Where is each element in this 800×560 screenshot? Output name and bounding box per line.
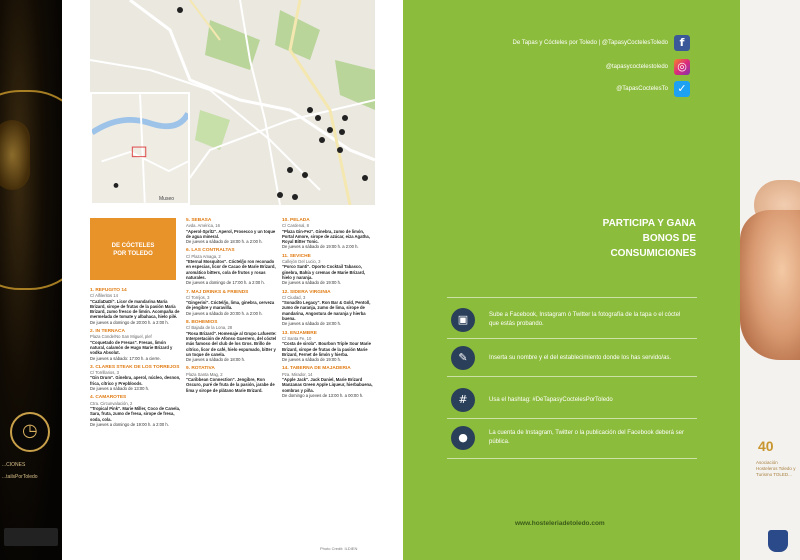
participa-line3: CONSUMICIONES [610,248,696,259]
venue-hours: De jueves a sábado de 18:00 h. [282,321,342,327]
listing-panel [62,0,375,560]
venue-hours: De jueves a sábado de 18:00 h. [186,357,246,363]
instagram-row[interactable] [606,58,690,76]
venue-hours: De jueves a sábado de 13:00 h. [90,386,150,392]
hand-photo [740,210,800,360]
cover-panel [0,0,62,560]
cover-text-2: ...tailsPorToledo [2,474,38,480]
venue-desc: "Gingerini". Cóctel/jo, lima, ginebra, cerveza de jengibre y maravilla. [186,300,275,311]
venue-desc: "Coquetado de Fresas". Fresas, limón natural, calamón de Hugo Marie Brizard y vodka Absolut. [90,339,173,356]
participa-line1: PARTICIPA Y GANA [602,218,696,229]
listing-column-2 [186,218,278,397]
contest-panel [403,0,740,560]
divider [447,418,697,419]
venue-hours: De jueves a domingo de 19:00 h. a 2:00 h. [90,421,169,427]
divider [447,458,697,459]
cocktail-route-label [90,218,176,280]
venue-head: 6. LAS CONTRALTAS [186,248,235,254]
venue-head: 11. SEVICHE [282,253,311,259]
cover-text-1: ...CIONES [2,462,26,468]
venue-hours: De jueves a sábado de 20:00 h. a 2:00 h. [186,310,263,316]
venue-head: 12. SIDERA VIRGINIA [282,289,331,295]
venue-desc: "Tropical Pink". Marie Miller, Coco de Canela, Sara, fruta, zumo de fresa, sirope de fresa, soda, cola. [90,405,181,422]
fold-gap [375,0,403,560]
divider [447,338,697,339]
venue-head: 13. ENJAMBRE [282,330,317,336]
venue-head: 5. SEBASA [186,218,212,223]
venue-addr: Avda. América, 16 [186,223,220,229]
venue-item [282,218,374,250]
venue-addr: C/ Cardenal, 8 [282,223,309,229]
venue-hours: De jueves a sábado: 17:00 h. a cierre. [90,355,161,361]
photo-icon: ▣ [451,308,475,332]
light-glow [0,120,30,190]
venue-desc: "Rosa Brizard". Homenaje al Grupo Lafuente: Interpretación de Afonso Guerrero, del cóctel más famoso del club de los Gros. Brillo de cítrico, licor de café, hielo espumado, bitter y un toque de canela. [186,330,277,357]
venue-head: 14. TABERNA DE MAJADERIA [282,366,351,372]
venue-addr: Ctra. Circunvalación, 2 [90,400,133,406]
venue-desc: "Costa de sirola". Bourbon Triple Sour Marie Brizard, sirope de frutas de la pasión Marie Brizard, Fernet de limón y hierba. [282,341,371,357]
venue-hours: De jueves a domingo de 17:00 h. a 2:00 h. [186,280,265,286]
hashtag-icon: # [451,388,475,412]
venue-desc: "Eternal Mosquitos". Cóctel/jo ron reconado en especias, licor de Cacao de Marie Brizard, aromático bitters, cola de frutos y rosas naturales. [186,259,276,280]
venue-addr: Plaza Conde/No San Miguel, plef [90,334,152,340]
step-text: Usa el hashtag: #DeTapasyCoctelesPorToledo [489,396,613,403]
step-text: Inserta su nombre y el del establecimiento donde los has servido/as. [489,354,672,361]
venue-desc: "CazlaDaDí". Licor de mandarina María Brizard, sirope de frutas de la pasión María Brizard, zumo fresco de limón. Acompaña de mermelada de tomate y albahaca, hielo pilé. [90,298,180,320]
venue-addr: C/ Alfileritos 14 [90,293,118,299]
venue-desc: "Gin Drum". Ginebra, aperol, núcleo, desnon, frica, cítrico y Prepbloods. [90,375,181,386]
venue-hours: De jueves a sábado de 19:00 h. [282,280,342,286]
map-caption: Museo [159,196,175,202]
venue-item [282,254,374,286]
venue-head: 10. PELADA [282,218,310,223]
clock-seal-icon [10,412,50,452]
venue-item [282,366,374,398]
step-public-account [451,426,689,450]
twitter-row[interactable] [616,80,690,98]
venue-addr: Pza. Mirador, 14 [282,371,313,377]
step-insert-name [451,346,689,370]
association-name: Asociación Hosteleros Toledo y Turismo TOLED... [756,460,796,477]
facebook-icon[interactable]: f [674,35,690,51]
venue-head: 1. REFUGITO 14 [90,288,127,293]
venue-item [90,365,182,391]
venue-head: 4. CAMAROTES [90,395,127,401]
website-link[interactable]: www.hosteleriadetoledo.com [515,520,605,527]
venue-item [282,290,374,327]
venue-hours: De domingo a jueves de 13:00 h. a 00:00 h. [282,392,364,398]
venue-desc: "Aperol-Spritz". Aperol, Prosecco y un toque de agua mineral. [186,228,276,239]
venue-hours: De jueves a domingo de 20:00 h. a 2:00 h. [90,319,169,325]
users-icon: ● [451,426,475,450]
venue-head: 9. ROTATIVA [186,366,215,372]
venue-desc: "Apple Jack". Jack Daniel, Marie Brizard Manzanas Green Apple Liqueur, hierbabuena, sombras y piña. [282,377,373,393]
venue-desc: "Plaza Gin-Fez". Ginebra, zumo de limón, Portal Amore, sirope de azúcar, eiza Agatha, Royal Bitter Tonic. [282,228,370,245]
venue-item [186,248,278,285]
venue-head: 7. MAJ DRINKS & FRIENDS [186,289,249,295]
venue-addr: C/ Bajada de la Lona, 28 [186,325,233,331]
venue-desc: "Caribbean Connection". Jengibre, Ron Oscuro, puré de fruta de la pasión, jarabe de lima y sirope de plátano Marie Brizard. [186,377,275,393]
venue-hours: De jueves a sábado de 18:00 h. a 2:00 h. [186,239,263,245]
listing-column-1 [90,288,182,431]
step-upload-photo [451,308,689,332]
venue-hours: De jueves a sábado de 19:00 h. [282,357,342,363]
venue-head: 8. BOHEMIOS [186,320,218,326]
venue-addr: Plaza Santa Mag, 2 [186,371,223,377]
venue-addr: Callejón Del Lucio, 3 [282,259,321,265]
venue-item [186,290,278,316]
venue-item [186,218,278,244]
instagram-icon[interactable]: ◎ [674,59,690,75]
venue-hours: De jueves a sábado de 19:00 h. a 2:00 h. [282,244,359,250]
crest-icon [768,530,788,552]
step-text: Sube a Facebook, Instagram ó Twitter la fotografía de la tapa o el cóctel que estás probando. [489,312,681,327]
venue-addr: C/ Ciudad, 3 [282,294,306,300]
edit-icon: ✎ [451,346,475,370]
inset-map-svg [92,94,188,203]
twitter-icon[interactable]: ✓ [674,81,690,97]
route-label-line2: POR TOLEDO [113,251,153,257]
divider [447,376,697,377]
venue-item [186,366,278,392]
route-label-line1: DE CÓCTELES [111,243,155,249]
venue-desc: "Porco Santi". Oporto Cocktail Tabasco, ginebra, Bahía y cremas de Marie Brizard, hielo y naranja. [282,264,366,280]
venue-desc: "Sonadito Legacy". Ron Bar & Gold, Pentoll, zumo de naranja, zumo de lima, sirope de mandarina, Angostura de naranja y hierba buena. [282,300,371,322]
facebook-handle: De Tapas y Cócteles por Toledo | @TapasyCoctelesToledo [512,40,668,46]
venue-addr: C/ Santa Fe, 10 [282,335,312,341]
facebook-row[interactable] [512,34,690,52]
inset-map[interactable] [90,92,190,205]
venue-item [90,395,182,427]
photo-panel [740,0,800,560]
participa-line2: BONOS DE [642,233,696,244]
anniversary-logo: 40 [758,438,774,454]
venue-addr: C/ Torrijos, 3 [186,294,210,300]
listing-column-3 [282,218,374,402]
twitter-handle: @TapasCoctelesTo [616,86,668,92]
participa-heading [603,216,696,261]
venue-head: 3. CLARES STEAK DE LOS TORREJOS [90,364,180,370]
venue-head: 2. IN TERNACA [90,329,125,335]
venue-addr: C/ Torrillarios, 3 [90,370,120,376]
step-hashtag [451,388,689,412]
venue-item [186,320,278,362]
photo-credit: Photo Credit: ILDIEN [320,546,358,551]
venue-addr: C/ Plaza Amaga, 2 [186,253,221,259]
divider [447,297,697,298]
sponsor-logos [4,528,58,546]
venue-item [90,288,182,325]
instagram-handle: @tapasycoctelestoledo [605,64,668,70]
venue-item [282,331,374,363]
step-text: La cuenta de Instagram, Twitter o la publicación del Facebook deberá ser pública. [489,430,685,445]
venue-item [90,329,182,361]
